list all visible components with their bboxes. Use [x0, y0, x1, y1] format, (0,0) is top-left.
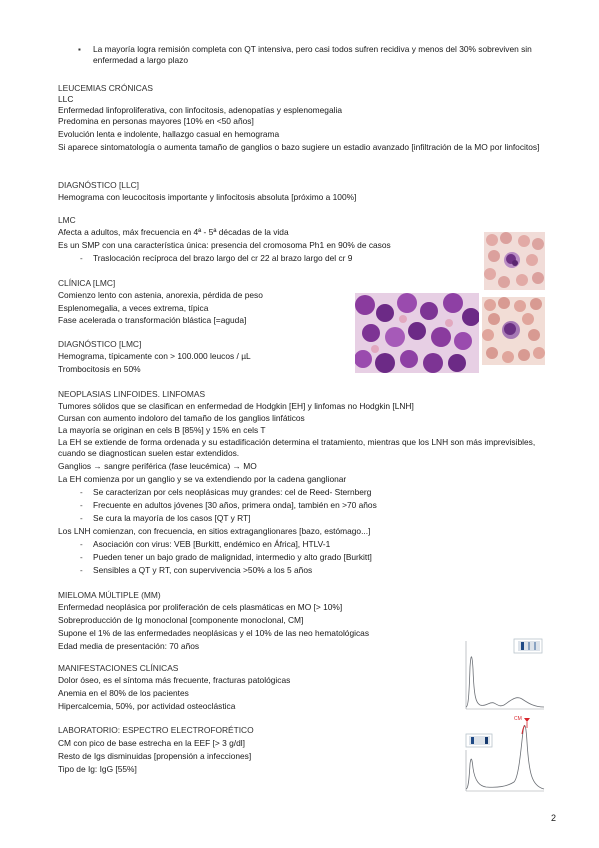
text-line: Comienzo lento con astenia, anorexia, pérdida de peso	[58, 290, 263, 300]
text-line: Dolor óseo, es el síntoma más frecuente, fracturas patológicas	[58, 675, 291, 685]
text-line: Hemograma, típicamente con > 100.000 leucos / µL	[58, 351, 251, 361]
subheading-llc: LLC	[58, 94, 74, 104]
heading-lmc: LMC	[58, 215, 76, 225]
electrophoresis-normal-figure	[458, 637, 546, 710]
text-line: Sobreproducción de Ig monoclonal [componente monoclonal, CM]	[58, 615, 304, 625]
text-line: Trombocitosis en 50%	[58, 364, 141, 374]
text-line: Es un SMP con una característica única: presencia del cromosoma Ph1 en 90% de casos	[58, 240, 391, 250]
heading-manifestaciones-clinicas: MANIFESTACIONES CLÍNICAS	[58, 663, 179, 673]
heading-diagnostico-lmc: DIAGNÓSTICO [LMC]	[58, 339, 142, 349]
text-line: Esplenomegalia, a veces extrema, típica	[58, 303, 209, 313]
dash-icon: -	[80, 553, 83, 562]
text-line: Los LNH comienzan, con frecuencia, en sitios extraganglionares [bazo, estómago...]	[58, 526, 371, 536]
blood-smear-image	[484, 232, 545, 290]
text-line: Tipo de Ig: IgG [55%]	[58, 764, 137, 774]
heading-mieloma-multiple: MIELOMA MÚLTIPLE (MM)	[58, 590, 161, 600]
page-number: 2	[551, 813, 557, 823]
heading-leucemias-cronicas: LEUCEMIAS CRÓNICAS	[58, 83, 153, 93]
intro-bullet: La mayoría logra remisión completa con QT intensiva, pero casi todos sufren recidiva y menos del 30% sobreviven sin enfermedad a largo plazo	[93, 44, 532, 65]
text-line: Afecta a adultos, máx frecuencia en 4ª - 5ª décadas de la vida	[58, 227, 289, 237]
sub-bullet: Frecuente en adultos jóvenes [30 años, primera onda], también en >70 años	[93, 500, 377, 510]
heading-laboratorio: LABORATORIO: ESPECTRO ELECTROFORÉTICO	[58, 725, 254, 735]
text-line: Predomina en personas mayores [10% en <50 años]	[58, 116, 254, 126]
dash-icon: -	[80, 501, 83, 510]
sub-bullet: Pueden tener un bajo grado de malignidad, intermedio y alto grado [Burkitt]	[93, 552, 372, 562]
bone-marrow-stain-image	[355, 293, 479, 373]
text-line: Enfermedad neoplásica por proliferación de cels plasmáticas en MO [> 10%]	[58, 602, 343, 612]
bullet-icon: ▪	[78, 45, 81, 54]
heading-diagnostico-llc: DIAGNÓSTICO [LLC]	[58, 180, 139, 190]
text-line: Si aparece sintomatología o aumenta tamaño de ganglios o bazo sugiere un estadio avanzado [infiltración de la MO por linfocitos]	[58, 142, 540, 152]
sub-bullet: Se cura la mayoría de los casos [QT y RT]	[93, 513, 251, 523]
text-line: Resto de Igs disminuidas [propensión a infecciones]	[58, 751, 252, 761]
dash-icon: -	[80, 514, 83, 523]
text-line: Edad media de presentación: 70 años	[58, 641, 200, 651]
svg-text:CM: CM	[514, 716, 522, 722]
dash-icon: -	[80, 566, 83, 575]
sub-bullet: Sensibles a QT y RT, con supervivencia >50% a los 5 años	[93, 565, 313, 575]
text-line: Ganglios → sangre periférica (fase leucémica) → MO	[58, 461, 257, 471]
text-line: La EH se extiende de forma ordenada y su estadificación determina el tratamiento, mientras que los LNH son más imprevisibles, cuando se diagnostican suelen estar extendidos.	[58, 437, 536, 458]
red-cell-smear-image	[482, 297, 545, 365]
dash-icon: -	[80, 488, 83, 497]
text-line: La mayoría se originan en cels B [85%] y 15% en cels T	[58, 425, 266, 435]
dash-icon: -	[80, 254, 83, 263]
text-line: Hipercalcemia, 50%, por actividad osteoclástica	[58, 701, 236, 711]
electrophoresis-monoclonal-figure	[458, 712, 546, 792]
sub-bullet: Asociación con virus: VEB [Burkitt, endémico en África], HTLV-1	[93, 539, 331, 549]
heading-neoplasias-linfoides: NEOPLASIAS LINFOIDES. LINFOMAS	[58, 389, 206, 399]
heading-clinica-lmc: CLÍNICA [LMC]	[58, 278, 116, 288]
text-line: Cursan con aumento indoloro del tamaño de los ganglios linfáticos	[58, 413, 305, 423]
text-line: Hemograma con leucocitosis importante y linfocitosis absoluta [próximo a 100%]	[58, 192, 357, 202]
dash-icon: -	[80, 540, 83, 549]
text-line: Fase acelerada o transformación blástica [=aguda]	[58, 315, 247, 325]
text-line: Tumores sólidos que se clasifican en enfermedad de Hodgkin [EH] y linfomas no Hodgkin [LNH]	[58, 401, 414, 411]
sub-bullet: Se caracterizan por cels neoplásicas muy grandes: cel de Reed- Sternberg	[93, 487, 372, 497]
text-line: Anemia en el 80% de los pacientes	[58, 688, 189, 698]
sub-bullet: Traslocación recíproca del brazo largo del cr 22 al brazo largo del cr 9	[93, 253, 353, 263]
text-line: La EH comienza por un ganglio y se va extendiendo por la cadena ganglionar	[58, 474, 347, 484]
text-line: CM con pico de base estrecha en la EEF [> 3 g/dl]	[58, 738, 245, 748]
text-line: Enfermedad linfoproliferativa, con linfocitosis, adenopatías y esplenomegalia	[58, 105, 342, 115]
text-line: Supone el 1% de las enfermedades neoplásicas y el 10% de las neo hematológicas	[58, 628, 370, 638]
text-line: Evolución lenta e indolente, hallazgo casual en hemograma	[58, 129, 280, 139]
